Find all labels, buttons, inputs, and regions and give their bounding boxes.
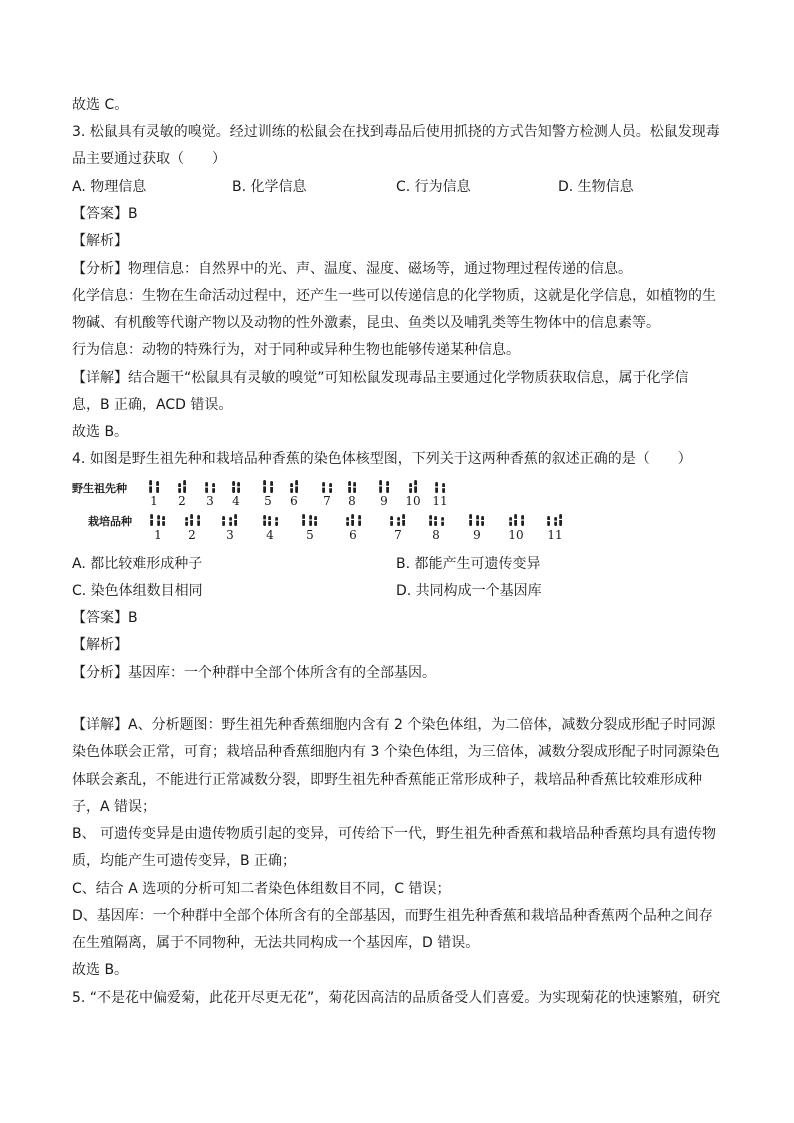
text-line: 【详解】A、分析题图：野生祖先种香蕉细胞内含有 2 个染色体组，为二倍体，减数分裂成形配子时同源	[72, 717, 716, 733]
q3-option-c: C. 行为信息	[396, 179, 471, 195]
cultivated-number-8: 8	[432, 528, 440, 542]
text-line: 化学信息：生物在生命活动过程中，还产生一些可以传递信息的化学物质，这就是化学信息，如植物的生	[72, 288, 716, 304]
wild-number-1: 1	[150, 494, 158, 508]
wild-number-11: 11	[432, 494, 448, 508]
cultivated-number-9: 9	[473, 528, 481, 542]
wild-row-label: 野生祖先种	[72, 482, 127, 495]
text-line: 故选 B。	[72, 424, 129, 440]
wild-number-8: 8	[348, 494, 356, 508]
cultivated-chromosome-group-1	[150, 514, 166, 526]
q4-option-d: D. 共同构成一个基因库	[396, 583, 542, 599]
text-line: 在生殖隔离，属于不同物种，无法共同构成一个基因库，D 错误。	[72, 935, 480, 951]
answer-label: 【答案】B	[72, 206, 138, 222]
analysis-label: 【解析】	[72, 233, 128, 249]
answer-label: 【答案】B	[72, 610, 138, 626]
q3-option-d: D. 生物信息	[558, 179, 634, 195]
cultivated-number-11: 11	[547, 528, 563, 542]
cultivated-number-2: 2	[188, 528, 196, 542]
cultivated-chromosome-group-10	[509, 514, 525, 526]
text-line: D、基因库：一个种群中全部个体所含有的全部基因，而野生祖先种香蕉和栽培品种香蕉两个品种之间存	[72, 908, 713, 924]
text-line: 染色体联会正常，可育；栽培品种香蕉细胞内有 3 个染色体组，为三倍体，减数分裂成形配子时同源染色	[72, 744, 720, 760]
wild-chromosome-group-5	[263, 480, 274, 493]
text-line: 息，B 正确，ACD 错误。	[72, 397, 233, 413]
text-line: 故选 B。	[72, 962, 129, 978]
cultivated-chromosome-group-8	[429, 515, 445, 526]
wild-chromosome-group-2	[178, 480, 187, 493]
wild-number-5: 5	[264, 494, 272, 508]
cultivated-chromosome-group-3	[222, 514, 238, 526]
question-5-stem: 5. “不是花中偏爱菊，此花开尽更无花”，菊花因高洁的品质备受人们喜爱。为实现菊花的快速繁殖，研究	[72, 990, 721, 1006]
text-line: 体联会紊乱，不能进行正常减数分裂，即野生祖先种香蕉能正常形成种子，栽培品种香蕉比较难形成种	[72, 772, 702, 788]
q3-option-a: A. 物理信息	[72, 179, 147, 195]
wild-number-7: 7	[323, 494, 331, 508]
cultivated-number-1: 1	[154, 528, 162, 542]
text-line: 行为信息：动物的特殊行为，对于同种或异种生物也能够传递某种信息。	[72, 342, 520, 358]
text-line: B、 可遗传变异是由遗传物质引起的变异，可传给下一代，野生祖先种香蕉和栽培品种香蕉均具有遗传物	[72, 826, 717, 842]
q4-option-c: C. 染色体组数目相同	[72, 583, 203, 599]
karyotype-figure	[72, 478, 592, 544]
question-3-stem: 3. 松鼠具有灵敏的嗅觉。经过训练的松鼠会在找到毒品后使用抓挠的方式告知警方检测人员。松鼠发现毒	[72, 124, 720, 140]
text-line: 故选 C。	[72, 97, 129, 113]
wild-chromosome-group-7	[322, 482, 333, 493]
text-line: 物碱、有机酸等代谢产物以及动物的性外激素，昆虫、鱼类以及哺乳类等生物体中的信息素等。	[72, 315, 660, 331]
wild-chromosome-group-3	[205, 482, 216, 493]
cultivated-chromosome-group-11	[547, 514, 563, 526]
text-line: 质，均能产生可遗传变异，B 正确；	[72, 853, 297, 869]
karyotype-image	[72, 478, 592, 544]
wild-chromosome-group-4	[232, 481, 241, 493]
analysis-label: 【解析】	[72, 637, 128, 653]
cultivated-number-5: 5	[306, 528, 314, 542]
question-3-stem-cont: 品主要通过获取（ ）	[72, 151, 226, 167]
cultivated-chromosome-group-6	[346, 514, 362, 526]
wild-chromosome-group-1	[149, 480, 160, 493]
wild-number-4: 4	[232, 494, 240, 508]
wild-number-10: 10	[405, 494, 421, 508]
cultivated-chromosome-group-7	[390, 514, 406, 526]
cultivated-chromosome-group-2	[185, 514, 201, 526]
text-line: 【分析】基因库：一个种群中全部个体所含有的全部基因。	[72, 665, 436, 681]
wild-chromosome-group-6	[290, 480, 299, 493]
text-line: 【详解】结合题干“松鼠具有灵敏的嗅觉”可知松鼠发现毒品主要通过化学物质获取信息，属于化学信	[72, 370, 689, 386]
text-line: 【分析】物理信息：自然界中的光、声、温度、湿度、磁场等，通过物理过程传递的信息。	[72, 261, 632, 277]
wild-number-9: 9	[380, 494, 388, 508]
wild-number-6: 6	[290, 494, 298, 508]
wild-chromosome-group-9	[379, 480, 390, 493]
wild-chromosome-group-11	[435, 482, 446, 493]
q4-option-a: A. 都比较难形成种子	[72, 556, 203, 572]
wild-number-3: 3	[206, 494, 214, 508]
cultivated-number-10: 10	[508, 528, 524, 542]
cultivated-row-label: 栽培品种	[88, 515, 132, 528]
text-line: 子，A 错误；	[72, 799, 157, 815]
q4-option-b: B. 都能产生可遗传变异	[396, 556, 541, 572]
text-line: C、结合 A 选项的分析可知二者染色体组数目不同，C 错误；	[72, 881, 451, 897]
cultivated-chromosome-group-5	[302, 514, 318, 526]
cultivated-chromosome-group-9	[469, 514, 485, 526]
wild-chromosome-group-8	[348, 481, 357, 493]
cultivated-number-4: 4	[266, 528, 274, 542]
question-4-stem: 4. 如图是野生祖先种和栽培品种香蕉的染色体核型图，下列关于这两种香蕉的叙述正确的是（ ）	[72, 451, 692, 467]
cultivated-number-3: 3	[226, 528, 234, 542]
cultivated-number-7: 7	[394, 528, 402, 542]
wild-chromosome-group-10	[409, 480, 418, 493]
wild-number-2: 2	[178, 494, 186, 508]
q3-option-b: B. 化学信息	[232, 179, 307, 195]
cultivated-number-6: 6	[349, 528, 357, 542]
cultivated-chromosome-group-4	[263, 515, 279, 526]
